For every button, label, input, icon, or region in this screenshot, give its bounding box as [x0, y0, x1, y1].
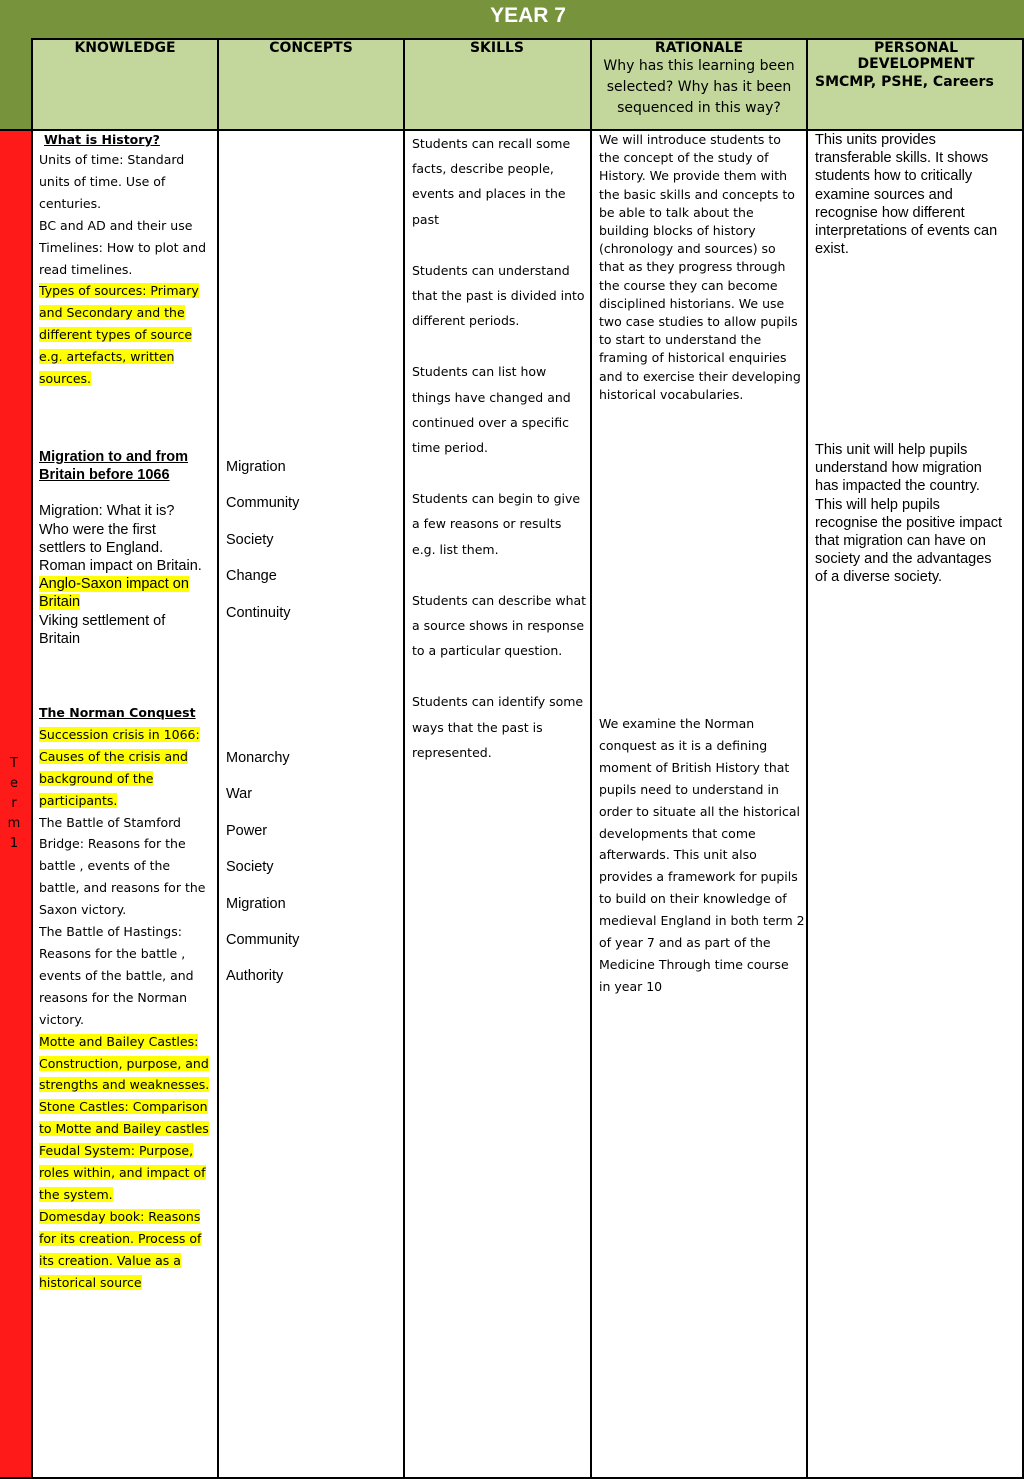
text: Power — [226, 822, 268, 839]
skill-item — [412, 359, 588, 460]
text: has impacted the country. — [815, 478, 980, 495]
skill-item — [412, 258, 588, 334]
column-subtitle: sequenced in this way? — [617, 100, 781, 116]
rationale-line — [599, 888, 804, 910]
highlighted-text: Feudal System: Purpose, — [39, 1143, 194, 1159]
knowledge-migration — [39, 448, 215, 648]
knowledge-line — [39, 1162, 215, 1184]
knowledge-line — [39, 1140, 215, 1162]
highlighted-text: e.g. artefacts, written — [39, 349, 175, 365]
knowledge-line — [39, 539, 215, 557]
skill-line — [412, 156, 588, 181]
highlighted-text: roles within, and impact of — [39, 1165, 206, 1181]
text: (chronology and sources) so — [599, 241, 776, 257]
highlighted-text: historical source — [39, 1274, 142, 1290]
column-subtitle: SMCMP, PSHE, Careers — [815, 74, 994, 90]
term-label — [4, 754, 24, 854]
pd-line — [815, 240, 1022, 258]
highlighted-text: Anglo-Saxon impact on — [39, 576, 189, 593]
knowledge-line — [39, 1272, 215, 1294]
concept-item — [226, 886, 402, 922]
heading-line: Migration to and from — [39, 449, 189, 465]
text: Britain — [39, 630, 81, 647]
text: conquest as it is a defining — [599, 737, 768, 753]
column-subtitle: Why has this learning been — [603, 58, 795, 74]
rationale-line — [599, 313, 804, 331]
highlighted-text: Construction, purpose, and — [39, 1055, 209, 1071]
knowledge-line — [39, 237, 215, 259]
text: Society — [226, 859, 274, 876]
skill-line — [412, 131, 588, 156]
rationale-line — [599, 204, 804, 222]
text: recognise how different — [815, 204, 965, 221]
text: Viking settlement of — [39, 612, 166, 629]
text: battle , events of the — [39, 858, 171, 874]
knowledge-line — [39, 1009, 215, 1031]
column-label: RATIONALE — [654, 40, 744, 56]
knowledge-line — [39, 193, 215, 215]
knowledge-line — [39, 833, 215, 855]
text: This units provides — [815, 132, 936, 148]
skill-line — [412, 181, 588, 206]
column-label: SKILLS — [469, 40, 525, 56]
section-heading — [39, 448, 215, 484]
text: We examine the Norman — [599, 716, 755, 731]
text: This unit will help pupils — [815, 442, 968, 458]
concepts-norman-group — [226, 740, 402, 995]
text: in year 10 — [599, 978, 663, 994]
knowledge-line — [39, 502, 215, 520]
skill-line — [412, 385, 588, 410]
skill-line — [412, 359, 588, 384]
highlighted-text: to Motte and Bailey castles — [39, 1121, 209, 1137]
grid-line — [806, 38, 808, 1479]
knowledge-lines — [39, 149, 215, 390]
text: events of the battle, and — [39, 967, 194, 983]
highlighted-text: different types of source — [39, 327, 193, 343]
skill-line — [412, 689, 588, 714]
text: provides a framework for pupils — [599, 869, 798, 885]
highlighted-text: Types of sources: Primary — [39, 283, 199, 299]
skills-list — [412, 131, 588, 765]
concept-item — [226, 958, 402, 994]
text: the concept of the study of — [599, 150, 769, 166]
text: past — [412, 211, 440, 227]
concept-item — [226, 740, 402, 776]
column-label: CONCEPTS — [269, 40, 353, 56]
text: History. We provide them with — [599, 168, 788, 184]
knowledge-line — [39, 724, 215, 746]
rationale-line — [599, 757, 804, 779]
text: Students can list how — [412, 364, 547, 380]
text: medieval England in both term 2 — [599, 913, 805, 929]
highlighted-text: for its creation. Process of — [39, 1230, 202, 1246]
text: different periods. — [412, 313, 520, 329]
knowledge-line — [39, 746, 215, 768]
rationale-line — [599, 779, 804, 801]
concept-item — [226, 849, 402, 885]
text: recognise the positive impact — [815, 514, 1002, 531]
knowledge-line — [39, 1206, 215, 1228]
text: This will help pupils — [815, 496, 940, 513]
skill-line — [412, 435, 588, 460]
knowledge-line — [39, 346, 215, 368]
knowledge-line — [39, 943, 215, 965]
text: War — [226, 786, 253, 803]
section-heading: What is History? — [44, 132, 160, 147]
knowledge-line — [39, 302, 215, 324]
concept-item — [226, 522, 402, 558]
text: the course they can become — [599, 277, 778, 293]
pd-line — [815, 532, 1022, 550]
text: interpretations of events can — [815, 223, 998, 240]
knowledge-line — [39, 557, 215, 575]
knowledge-line — [39, 1053, 215, 1075]
knowledge-line — [39, 965, 215, 987]
concept-item — [226, 485, 402, 521]
text: to start to understand the — [599, 332, 762, 348]
text: centuries. — [39, 195, 102, 211]
text: facts, describe people, — [412, 161, 554, 177]
concept-item — [226, 813, 402, 849]
pd-line — [815, 568, 1022, 586]
skill-item — [412, 689, 588, 765]
rationale-line — [599, 167, 804, 185]
text: Who were the first — [39, 521, 156, 538]
text: Bridge: Reasons for the — [39, 836, 186, 852]
skill-line — [412, 283, 588, 308]
rationale-line — [599, 844, 804, 866]
term-letter: 1 — [9, 836, 19, 851]
highlighted-text: background of the — [39, 770, 154, 786]
knowledge-line — [39, 521, 215, 539]
rationale-line — [599, 131, 804, 149]
text: units of time. Use of — [39, 173, 166, 189]
text: of year 7 and as part of the — [599, 935, 771, 951]
column-header-rationale — [592, 40, 806, 119]
rationale-line — [599, 954, 804, 976]
knowledge-lines — [39, 502, 215, 648]
knowledge-line — [39, 280, 215, 302]
text: society and the advantages — [815, 551, 992, 568]
concept-item — [226, 558, 402, 594]
text: understand how migration — [815, 460, 982, 477]
text: Students can understand — [412, 262, 570, 278]
column-label: PERSONAL DEVELOPMENT — [857, 40, 975, 72]
term-letter: T — [10, 756, 18, 771]
knowledge-line — [39, 1250, 215, 1272]
knowledge-line — [39, 1096, 215, 1118]
highlighted-text: sources. — [39, 371, 91, 387]
skill-line — [412, 258, 588, 283]
knowledge-line — [39, 630, 215, 648]
knowledge-line — [39, 877, 215, 899]
pd-line — [815, 459, 1022, 477]
column-header-skills — [405, 40, 589, 56]
concept-item — [226, 776, 402, 812]
highlighted-text: strengths and weaknesses. — [39, 1077, 210, 1093]
text: Students can identify some — [412, 694, 584, 710]
text: transferable skills. It shows — [815, 150, 989, 167]
pd-line — [815, 477, 1022, 495]
knowledge-line — [39, 812, 215, 834]
skill-line — [412, 511, 588, 536]
knowledge-line — [39, 921, 215, 943]
grid-line — [590, 38, 592, 1479]
term-letter: m — [7, 816, 21, 831]
text: Students can describe what — [412, 592, 587, 608]
section-heading: The Norman Conquest — [39, 705, 196, 720]
pd-line — [815, 167, 1022, 185]
text: the basic skills and concepts to — [599, 186, 795, 202]
rationale-line — [599, 186, 804, 204]
text: two case studies to allow pupils — [599, 314, 798, 330]
text: of a diverse society. — [815, 569, 943, 586]
concepts-migration-group — [226, 449, 402, 631]
text: e.g. list them. — [412, 541, 499, 557]
grid-line — [217, 38, 219, 1479]
text: Migration — [226, 895, 286, 912]
skill-line — [412, 207, 588, 232]
rationale-line — [599, 866, 804, 888]
text: developments that come — [599, 825, 756, 841]
skill-line — [412, 740, 588, 765]
pd-line — [815, 496, 1022, 514]
text: Saxon victory. — [39, 902, 127, 918]
knowledge-line — [39, 324, 215, 346]
rationale-line — [599, 910, 804, 932]
knowledge-line — [39, 1228, 215, 1250]
text: continued over a specific — [412, 414, 569, 430]
text: read timelines. — [39, 261, 133, 277]
knowledge-line — [39, 1031, 215, 1053]
knowledge-lines — [39, 724, 215, 1294]
knowledge-line — [39, 259, 215, 281]
knowledge-line — [39, 790, 215, 812]
pd-line — [815, 514, 1022, 532]
text: Community — [226, 932, 300, 949]
text: disciplined historians. We use — [599, 295, 785, 311]
knowledge-what-is-history — [39, 131, 215, 390]
concept-item — [226, 595, 402, 631]
text: moment of British History that — [599, 759, 790, 775]
text: exist. — [815, 241, 849, 258]
rationale-line — [599, 295, 804, 313]
text: ways that the past is — [412, 719, 543, 735]
rationale-line — [599, 735, 804, 757]
rationale-line — [599, 331, 804, 349]
rationale-line — [599, 976, 804, 998]
text: Students can recall some — [412, 136, 571, 151]
text: that migration can have on — [815, 533, 986, 550]
column-label: KNOWLEDGE — [74, 40, 176, 56]
rationale-line — [599, 277, 804, 295]
skill-line — [412, 638, 588, 663]
pd-line — [815, 149, 1022, 167]
knowledge-line — [39, 1118, 215, 1140]
pd-line — [815, 550, 1022, 568]
pd-line — [815, 222, 1022, 240]
highlighted-text: the system. — [39, 1186, 113, 1202]
knowledge-norman — [39, 702, 215, 1293]
rationale-line — [599, 258, 804, 276]
text: examine sources and — [815, 186, 953, 203]
rationale-line — [599, 368, 804, 386]
text: events and places in the — [412, 186, 566, 202]
text: Medicine Through time course — [599, 956, 789, 972]
rationale-line — [599, 349, 804, 367]
highlighted-text: Domesday book: Reasons — [39, 1208, 201, 1224]
highlighted-text: Succession crisis in 1066: — [39, 726, 200, 742]
rationale-line — [599, 823, 804, 845]
text: Continuity — [226, 604, 291, 621]
heading-line: Britain before 1066 — [39, 467, 170, 484]
text: Roman impact on Britain. — [39, 558, 202, 575]
highlighted-text: participants. — [39, 792, 118, 808]
text: Students can begin to give — [412, 491, 581, 507]
rationale-intro — [599, 131, 804, 404]
skill-line — [412, 486, 588, 511]
highlighted-text: Causes of the crisis and — [39, 748, 188, 764]
highlighted-text: its creation. Value as a — [39, 1252, 181, 1268]
skill-item — [412, 588, 588, 664]
text: BC and AD and their use — [39, 217, 193, 233]
knowledge-line — [39, 855, 215, 877]
text: settlers to England. — [39, 539, 164, 556]
highlighted-text: and Secondary and the — [39, 305, 185, 321]
knowledge-line — [39, 575, 215, 593]
text: to build on their knowledge of — [599, 891, 787, 907]
text: to a particular question. — [412, 643, 563, 659]
rationale-norman — [599, 713, 804, 998]
text: Change — [226, 568, 277, 585]
personal-development-migration — [815, 441, 1022, 587]
rationale-line — [599, 801, 804, 823]
knowledge-line — [39, 149, 215, 171]
term-letter: r — [11, 796, 17, 811]
text: Society — [226, 531, 274, 548]
grid-line — [403, 38, 405, 1479]
skill-line — [412, 308, 588, 333]
skill-item — [412, 131, 588, 232]
skill-line — [412, 613, 588, 638]
rationale-line — [599, 149, 804, 167]
knowledge-line — [39, 215, 215, 237]
text: Reasons for the battle , — [39, 945, 186, 961]
skill-line — [412, 410, 588, 435]
term-letter: e — [10, 776, 18, 791]
text: Authority — [226, 968, 284, 985]
text: students how to critically — [815, 168, 973, 185]
rationale-line — [599, 240, 804, 258]
text: be able to talk about the — [599, 204, 754, 220]
text: historical vocabularies. — [599, 386, 744, 402]
skill-item — [412, 486, 588, 562]
column-header-concepts — [219, 40, 403, 56]
pd-line — [815, 441, 1022, 459]
knowledge-line — [39, 171, 215, 193]
knowledge-line — [39, 987, 215, 1009]
text: Units of time: Standard — [39, 152, 185, 167]
skill-line — [412, 715, 588, 740]
knowledge-line — [39, 768, 215, 790]
text: that the past is divided into — [412, 288, 585, 304]
skill-line — [412, 588, 588, 613]
text: things have changed and — [412, 389, 571, 405]
text: The Battle of Hastings: — [39, 924, 182, 940]
text: Migration: What it is? — [39, 503, 175, 520]
text: a few reasons or results — [412, 516, 562, 532]
text: Community — [226, 495, 300, 512]
skill-line — [412, 537, 588, 562]
text: framing of historical enquiries — [599, 350, 787, 366]
text: Timelines: How to plot and — [39, 239, 207, 255]
knowledge-line — [39, 1074, 215, 1096]
text: that as they progress through — [599, 259, 786, 275]
page-title: YEAR 7 — [490, 4, 566, 27]
column-header-personal-development — [808, 40, 1024, 90]
text: afterwards. This unit also — [599, 847, 757, 863]
knowledge-line — [39, 593, 215, 611]
text: We will introduce students to — [599, 132, 781, 147]
text: and to exercise their developing — [599, 368, 801, 384]
personal-development-sources — [815, 131, 1022, 258]
rationale-line — [599, 222, 804, 240]
text: order to situate all the historical — [599, 803, 801, 819]
grid-line — [31, 38, 1024, 40]
knowledge-line — [39, 612, 215, 630]
knowledge-line — [39, 899, 215, 921]
pd-line — [815, 186, 1022, 204]
text: pupils need to understand in — [599, 781, 779, 797]
rationale-line — [599, 386, 804, 404]
pd-line — [815, 131, 1022, 149]
grid-line — [31, 38, 33, 1479]
text: a source shows in response — [412, 618, 585, 634]
highlighted-text: Britain — [39, 594, 81, 611]
text: reasons for the Norman — [39, 989, 188, 1005]
column-subtitle: selected? Why has it been — [606, 79, 792, 95]
rationale-line — [599, 932, 804, 954]
text: victory. — [39, 1011, 85, 1027]
rationale-line — [599, 713, 804, 735]
text: battle, and reasons for the — [39, 880, 206, 896]
highlighted-text: Stone Castles: Comparison — [39, 1099, 208, 1115]
knowledge-line — [39, 368, 215, 390]
highlighted-text: Motte and Bailey Castles: — [39, 1033, 199, 1049]
text: time period. — [412, 440, 489, 456]
pd-line — [815, 204, 1022, 222]
text: Monarchy — [226, 750, 290, 766]
text: represented. — [412, 744, 492, 760]
concept-item — [226, 449, 402, 485]
text: The Battle of Stamford — [39, 814, 181, 830]
knowledge-line — [39, 1184, 215, 1206]
column-header-knowledge — [33, 40, 217, 56]
concept-item — [226, 922, 402, 958]
text: Migration — [226, 459, 286, 475]
text: building blocks of history — [599, 223, 756, 239]
